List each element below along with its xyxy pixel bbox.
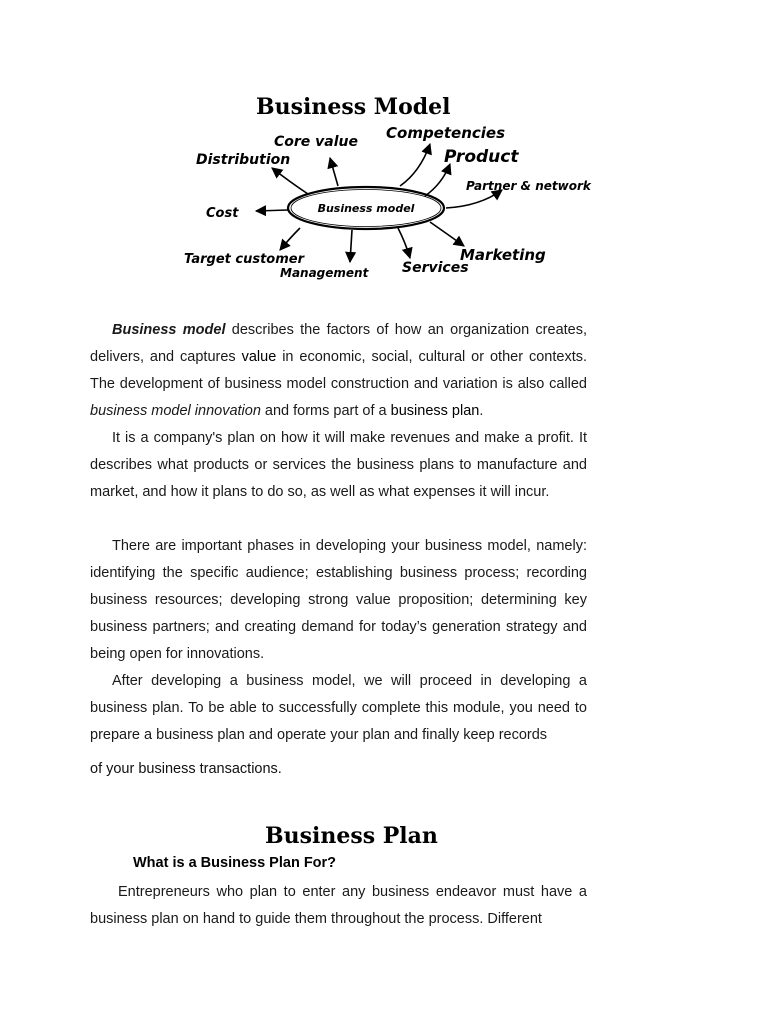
p1-text-3: and forms part of a	[260, 403, 391, 419]
arrow-product	[425, 164, 450, 196]
p1-text-1: describes the factors of how an organization creates, delivers, and captures	[90, 322, 588, 365]
arrow-services	[398, 228, 410, 258]
diagram-label-target-customer: Target customer	[184, 252, 304, 267]
business-plan-subheading: What is a Business Plan For?	[133, 855, 337, 871]
paragraph-business-model-definition	[90, 317, 587, 425]
paragraph-after-developing-last-line: of your business transactions.	[90, 761, 282, 777]
diagram-label-partner: Partner & network	[466, 179, 591, 193]
paragraph-company-plan: It is a company's plan on how it will make revenues and make a profit. It describes what products or services the business plans to manufacture and market, and how it plans to do so, as well as what expenses it will incur.	[90, 430, 587, 500]
arrow-distribution	[272, 168, 308, 194]
paragraph-phases: There are important phases in developing your business model, namely: identifying the specific audience; establishing business process; recording business resources; developing strong value proposition; determining key business partners; and creating demand for today’s generation strategy and being open for innovations.	[90, 538, 587, 662]
business-model-title: Business Model	[256, 94, 451, 120]
business-plan-title: Business Plan	[265, 823, 438, 849]
link-business-plan[interactable]: business plan	[390, 403, 480, 419]
paragraph-after-developing: After developing a business model, we will proceed in developing a business plan. To be able to successfully complete this module, you need to prepare a business plan and operate your plan and finally keep records	[90, 673, 587, 743]
p1-text-4: .	[479, 403, 484, 419]
arrow-management	[350, 230, 352, 262]
arrow-core-value	[330, 158, 338, 186]
diagram-label-distribution: Distribution	[196, 152, 291, 168]
term-business-model-innovation: business model innovation	[90, 403, 261, 419]
diagram-label-management: Management	[280, 266, 369, 280]
term-business-model: Business model	[112, 322, 226, 338]
diagram-label-cost: Cost	[206, 206, 239, 221]
diagram-label-competencies: Competencies	[386, 124, 506, 142]
arrow-marketing	[430, 222, 464, 246]
p1-text-2: in economic, social, cultural or other contexts. The development of business model construction and variation is also called	[90, 349, 587, 392]
diagram-label-services: Services	[402, 260, 469, 276]
diagram-label-marketing: Marketing	[460, 246, 546, 264]
link-value[interactable]: value	[241, 349, 277, 365]
arrow-competencies	[400, 144, 430, 186]
diagram-center-label: Business model	[317, 202, 415, 215]
arrow-target	[280, 228, 300, 250]
diagram-label-product: Product	[444, 147, 519, 167]
arrow-cost	[256, 210, 288, 211]
diagram-label-core-value: Core value	[274, 134, 358, 150]
business-model-diagram	[180, 122, 620, 290]
paragraph-entrepreneurs: Entrepreneurs who plan to enter any business endeavor must have a business plan on hand to guide them throughout the process. Different	[90, 884, 587, 927]
